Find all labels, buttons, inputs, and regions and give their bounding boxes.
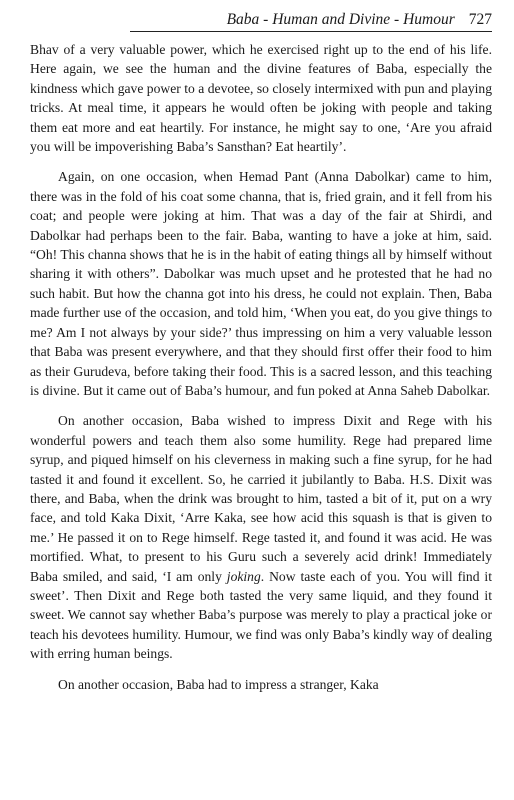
paragraph-3-part-2: . Now taste each of you. You will find it sweet’. Then Dixit and Rege both tasted the very same liquid, and they found it sweet. We cannot say whether Baba’s purpose was merely to play a practical joke or teach his devotees humility. Humour, we find was only Baba’s kindly way of dealing with erring human beings. — [30, 568, 492, 662]
page-number: 727 — [468, 11, 492, 28]
running-title: Baba - Human and Divine - Humour — [226, 11, 455, 28]
paragraph-3-part-1: On another occasion, Baba wished to impress Dixit and Rege with his wonderful powers and teach them also some humility. Rege had prepared lime syrup, and piqued himself on his cleverness in making such a fine syrup, for he had tasted it and found it excellent. So, he carried it jubilantly to Baba. H.S. Dixit was there, and Baba, when the drink was brought to him, tasted a bit of it, put on a wry face, and told Kaka Dixit, ‘Arre Kaka, see how acid this squash is that is given to me.’ He passed it on to Rege himself. Rege tasted it, and found it was acid. He was mortified. What, to present to his Guru such a severely acid drink! Immediately Baba smiled, and said, ‘I am only — [30, 413, 492, 584]
running-header — [130, 8, 492, 32]
paragraph-4: On another occasion, Baba had to impress a stranger, Kaka — [58, 676, 379, 692]
paragraph-2: Again, on one occasion, when Hemad Pant (Anna Dabolkar) came to him, there was in the fold of his coat some channa, that is, fried grain, and it fell from his coat; and people were joking at him. That was a day of the fair at Shirdi, and Dabolkar had perhaps been to the fair. Baba, wanting to have a joke at him, said. “Oh! This channa shows that he is in the habit of eating things all by himself without sharing it with others”. Dabolkar was much upset and he protested that he had no such habit. But how the channa got into his dress, he could not explain. Then, Baba made further use of the occasion, and told him, ‘When you eat, do you give things to me? Am I not always by your side?’ thus impressing on him a very valuable lesson that Baba was present everywhere, and that they should first offer their food to him as their Gurudeva, before taking their food. This is a sacred lesson, and this teaching is divine. But it came out of Baba’s humour, and fun poked at Anna Saheb Dabolkar. — [30, 169, 492, 398]
paragraph-3-italic: joking — [226, 568, 261, 584]
body-text — [30, 40, 492, 694]
paragraph-3 — [30, 411, 492, 663]
paragraph-1: Bhav of a very valuable power, which he exercised right up to the end of his life. Here again, we see the human and the divine features of Baba, especially the kindness which gave power to a devotee, so closely intermixed with pun and playing tricks. At meal time, it appears he would often be joking with people and taking them eat more and eat heartily. For instance, he might say to one, ‘Are you afraid you will be impoverishing Baba’s Sansthan? Eat heartily’. — [30, 42, 492, 155]
